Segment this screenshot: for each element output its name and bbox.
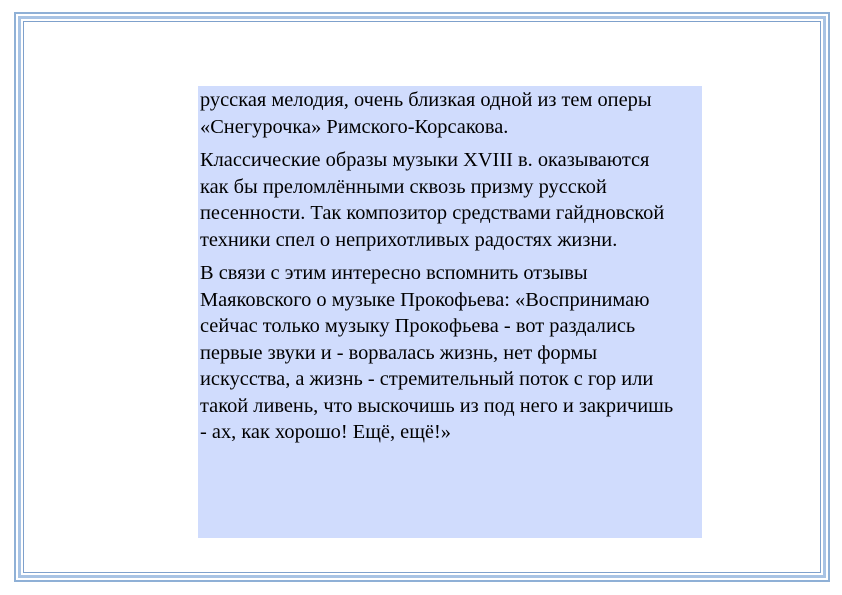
text-line: - ах, как хорошо! Ещё, ещё!» bbox=[200, 421, 451, 443]
paragraph-snegurochka bbox=[200, 87, 702, 140]
text-line: такой ливень, что выскочишь из под него и закричишь bbox=[200, 394, 674, 417]
text-line: искусства, а жизнь - стремительный поток с гор или bbox=[200, 368, 654, 390]
text-line: русская мелодия, очень близкая одной из тем оперы bbox=[200, 89, 652, 111]
text-line: Классические образы музыки XVIII в. оказываются bbox=[200, 149, 650, 171]
text-box bbox=[198, 86, 702, 538]
paragraph-classical-images bbox=[200, 147, 702, 253]
text-line: Маяковского о музыке Прокофьева: «Воспринимаю bbox=[200, 288, 650, 311]
text-line: «Снегурочка» Римского-Корсакова. bbox=[200, 115, 509, 138]
text-line: как бы преломлёнными сквозь призму русской bbox=[200, 175, 607, 198]
text-line: В связи с этим интересно вспомнить отзывы bbox=[200, 262, 588, 284]
text-line: техники спел о неприхотливых радостях жизни. bbox=[200, 228, 618, 251]
text-line: первые звуки и - ворвалась жизнь, нет формы bbox=[200, 341, 598, 364]
text-line: сейчас только музыку Прокофьева - вот раздались bbox=[200, 315, 636, 337]
text-line: песенности. Так композитор средствами гайдновской bbox=[200, 202, 665, 224]
paragraph-mayakovsky-quote bbox=[200, 260, 702, 446]
